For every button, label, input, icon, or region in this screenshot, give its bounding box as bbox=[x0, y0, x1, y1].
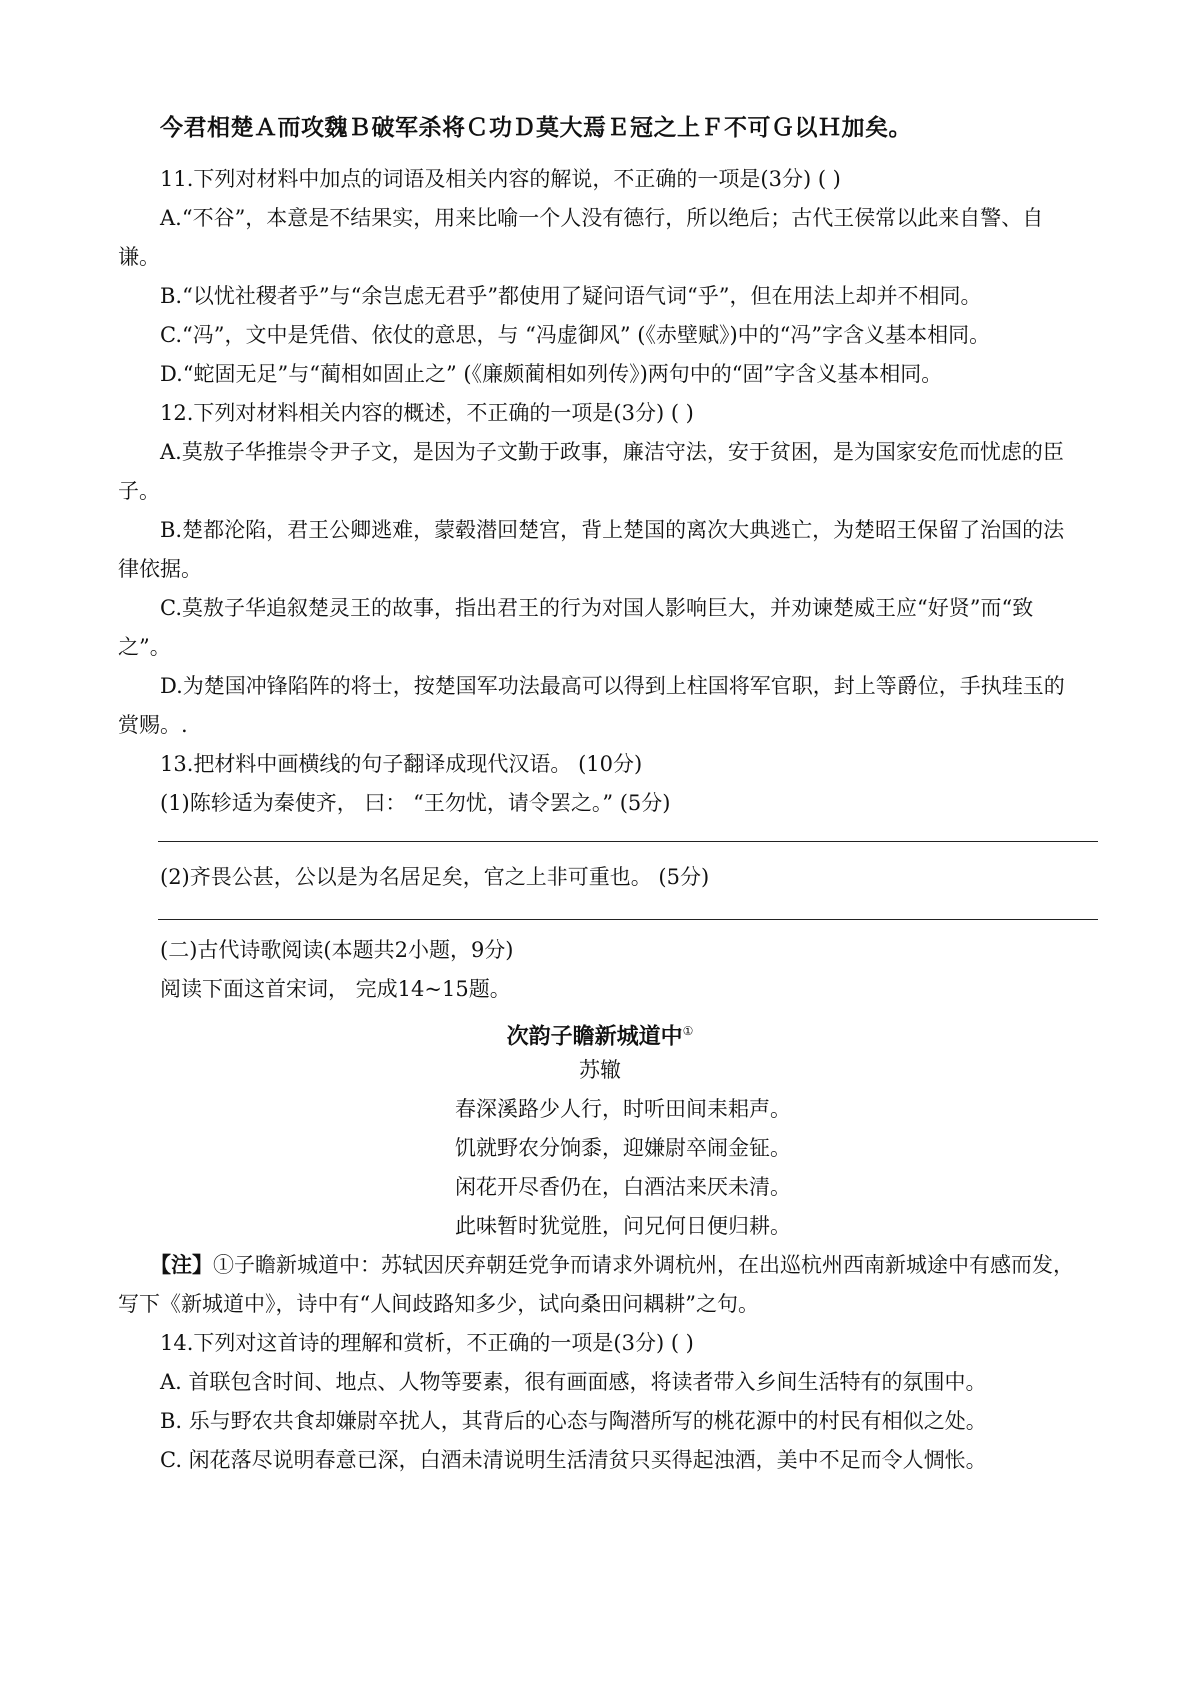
poem-title bbox=[0, 1016, 1200, 1051]
section-2-title: (二)古代诗歌阅读(本题共2小题，9分) bbox=[160, 938, 514, 962]
question-12-option-b: B.楚都沦陷，君王公卿逃难，蒙毂潜回楚宫，背上楚国的离次大典逃亡，为楚昭王保留了治国的法 bbox=[160, 518, 1065, 542]
question-14-option-b: B. 乐与野农共食却嫌尉卒扰人，其背后的心态与陶潜所写的桃花源中的村民有相似之处。 bbox=[160, 1409, 987, 1433]
question-12-option-d-cont: 赏赐。. bbox=[118, 713, 188, 737]
poem-line-2: 饥就野农分饷黍，迎嫌尉卒闹金钲。 bbox=[455, 1136, 791, 1160]
poem-line-4: 此味暂时犹觉胜，问兄何日便归耕。 bbox=[455, 1214, 791, 1238]
poem-title-note-mark: ① bbox=[682, 1024, 694, 1038]
question-12-option-a: A.莫敖子华推崇令尹子文，是因为子文勤于政事，廉洁守法，安于贫困，是为国家安危而忧虑的臣 bbox=[160, 440, 1064, 464]
question-12-option-c-cont: 之”。 bbox=[118, 635, 171, 659]
poem-title-text: 次韵子瞻新城道中 bbox=[506, 1023, 683, 1050]
answer-line-1[interactable] bbox=[158, 841, 1098, 842]
question-14-option-c: C. 闲花落尽说明春意已深，白酒未清说明生活清贫只买得起浊酒，美中不足而令人惆怅。 bbox=[160, 1448, 987, 1472]
question-12-option-b-cont: 律依据。 bbox=[118, 557, 202, 581]
question-12-option-a-cont: 子。 bbox=[118, 479, 160, 503]
question-11-stem: 11.下列对材料中加点的词语及相关内容的解说，不正确的一项是(3分) ( ) bbox=[160, 167, 841, 191]
note-label: 【注】 bbox=[150, 1252, 213, 1277]
poem-line-1: 春深溪路少人行，时听田间耒耜声。 bbox=[455, 1097, 791, 1121]
poem-line-3: 闲花开尽香仍在，白酒沽来厌未清。 bbox=[455, 1175, 791, 1199]
poem-note bbox=[150, 1250, 1088, 1280]
section-2-intro: 阅读下面这首宋词， 完成14~15题。 bbox=[160, 977, 511, 1001]
question-12-stem: 12.下列对材料相关内容的概述，不正确的一项是(3分) ( ) bbox=[160, 401, 694, 425]
question-13-sentence-2: (2)齐畏公甚，公以是为名居足矣，官之上非可重也。 (5分) bbox=[160, 865, 710, 889]
question-11-option-b: B.“以忧社稷者乎”与“余岂虑无君乎”都使用了疑问语气词“乎”，但在用法上却并不相同。 bbox=[160, 284, 982, 308]
question-12-option-c: C.莫敖子华追叙楚灵王的故事，指出君王的行为对国人影响巨大，并劝谏楚威王应“好贤”而“致 bbox=[160, 596, 1034, 620]
question-12-option-d: D.为楚国冲锋陷阵的将士，按楚国军功法最高可以得到上柱国将军官职，封上等爵位，手执珪玉的 bbox=[160, 674, 1065, 698]
answer-line-2[interactable] bbox=[158, 919, 1098, 920]
poem-author: 苏辙 bbox=[579, 1058, 621, 1082]
question-11-option-a: A.“不谷”，本意是不结果实，用来比喻一个人没有德行，所以绝后；古代王侯常以此来自警、自 bbox=[160, 206, 1044, 230]
note-text-1: ①子瞻新城道中：苏轼因厌弃朝廷党争而请求外调杭州，在出巡杭州西南新城途中有感而发， bbox=[213, 1253, 1074, 1277]
question-13-stem: 13.把材料中画横线的句子翻译成现代汉语。 (10分) bbox=[160, 752, 643, 776]
question-14-stem: 14.下列对这首诗的理解和赏析，不正确的一项是(3分) ( ) bbox=[160, 1331, 694, 1355]
question-11-option-a-cont: 谦。 bbox=[118, 245, 160, 269]
passage-punctuation-line: 今君相楚Ａ而攻魏Ｂ破军杀将Ｃ功Ｄ莫大焉Ｅ冠之上Ｆ不可Ｇ以Ｈ加矣。 bbox=[160, 114, 912, 141]
question-11-option-c: C.“冯”，文中是凭借、依仗的意思，与 “冯虚御风” (《赤壁赋》)中的“冯”字含义基本相同。 bbox=[160, 323, 991, 347]
question-13-sentence-1: (1)陈轸适为秦使齐， 曰： “王勿忧，请令罢之。” (5分) bbox=[160, 791, 671, 815]
question-14-option-a: A. 首联包含时间、地点、人物等要素，很有画面感，将读者带入乡间生活特有的氛围中。 bbox=[160, 1370, 987, 1394]
note-text-2: 写下《新城道中》，诗中有“人间歧路知多少，试向桑田问耦耕”之句。 bbox=[118, 1292, 759, 1316]
question-11-option-d: D.“蛇固无足”与“蔺相如固止之” (《廉颇蔺相如列传》)两句中的“固”字含义基本相同。 bbox=[160, 362, 943, 386]
